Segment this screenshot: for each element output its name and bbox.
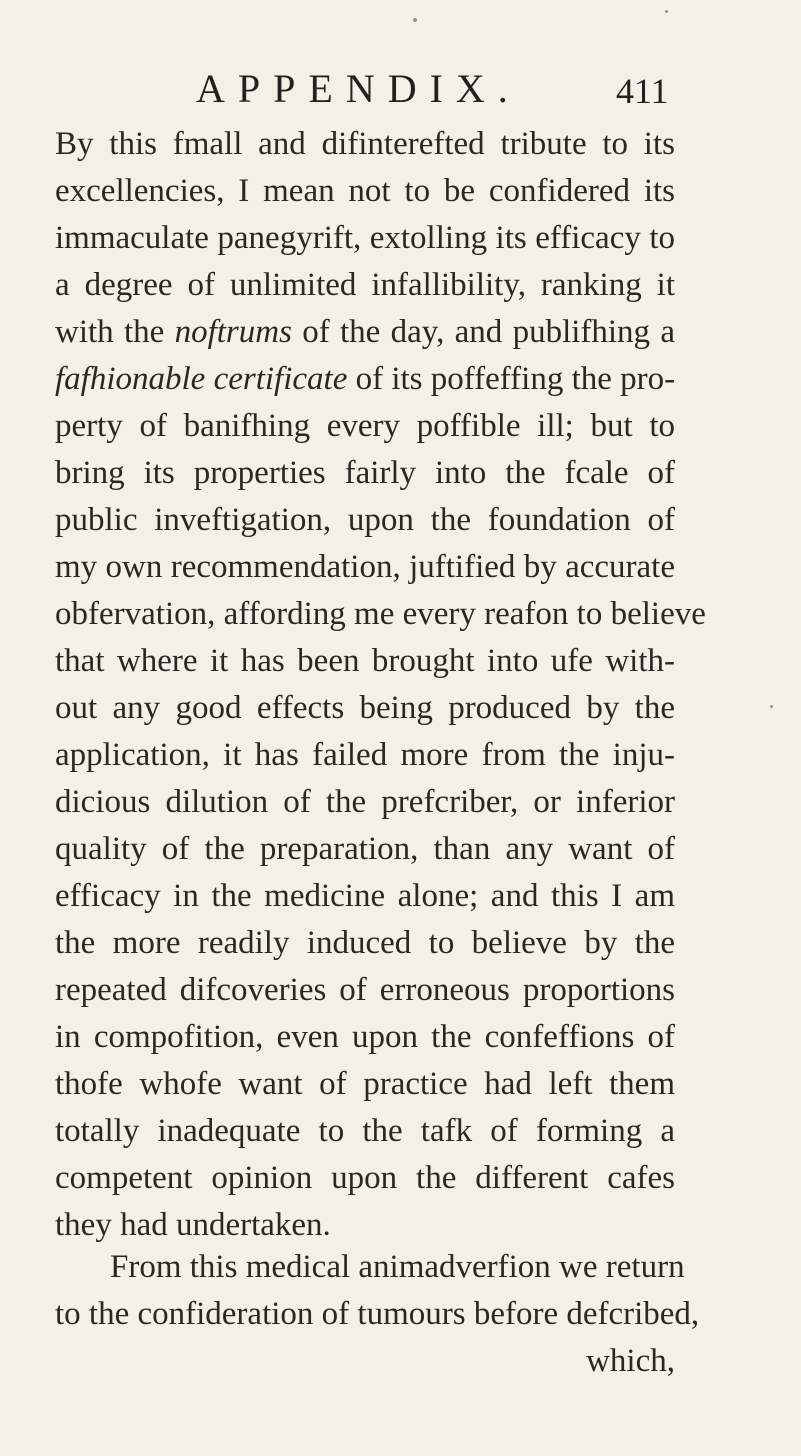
text-run: of the day, and publifhing a <box>291 314 675 350</box>
text-line <box>55 309 675 356</box>
paper-speck <box>413 18 417 22</box>
text-line: perty of banifhing every poffible ill; but to <box>55 408 675 444</box>
text-line: quality of the preparation, than any want of <box>55 831 675 867</box>
text-line: the more readily induced to believe by the <box>55 925 675 961</box>
text-line: excellencies, I mean not to be confidered its <box>55 173 675 209</box>
text-line: repeated difcoveries of erroneous proportions <box>55 972 675 1008</box>
text-line: By this fmall and difinterefted tribute to its <box>55 126 675 162</box>
italic-term: fafhionable certificate <box>55 361 348 397</box>
text-line <box>55 356 675 403</box>
page-number: 411 <box>616 71 669 111</box>
paper-speck <box>770 705 773 708</box>
text-line: totally inadequate to the tafk of forming a <box>55 1113 675 1149</box>
italic-term: noftrums <box>174 314 292 350</box>
running-header <box>196 64 696 114</box>
text-line: a degree of unlimited infallibility, ranking it <box>55 267 675 303</box>
paper-speck <box>665 10 668 13</box>
text-line: dicious dilution of the prefcriber, or inferior <box>55 784 675 820</box>
text-run: with the <box>55 314 175 350</box>
catchword: which, <box>586 1343 675 1379</box>
text-line: thofe whofe want of practice had left them <box>55 1066 675 1102</box>
text-line: application, it has failed more from the inju- <box>55 737 675 773</box>
text-line: From this medical animadverfion we return <box>110 1249 685 1285</box>
text-line: bring its properties fairly into the fcale of <box>55 455 675 491</box>
text-line: obfervation, affording me every reafon to believe <box>55 596 706 632</box>
text-line: in compofition, even upon the confeffions of <box>55 1019 675 1055</box>
header-title: APPENDIX. <box>196 66 521 111</box>
text-line: out any good effects being produced by the <box>55 690 675 726</box>
text-line: they had undertaken. <box>55 1207 331 1243</box>
text-line: competent opinion upon the different cafes <box>55 1160 675 1196</box>
text-run: of its poffeffing the pro- <box>347 361 676 397</box>
text-line: public inveftigation, upon the foundation of <box>55 502 675 538</box>
text-line: my own recommendation, juftified by accurate <box>55 549 675 585</box>
text-line: to the confideration of tumours before defcribed, <box>55 1296 700 1332</box>
text-line: efficacy in the medicine alone; and this I am <box>55 878 675 914</box>
text-line: that where it has been brought into ufe with- <box>55 643 675 679</box>
text-line: immaculate panegyrift, extolling its efficacy to <box>55 220 675 256</box>
